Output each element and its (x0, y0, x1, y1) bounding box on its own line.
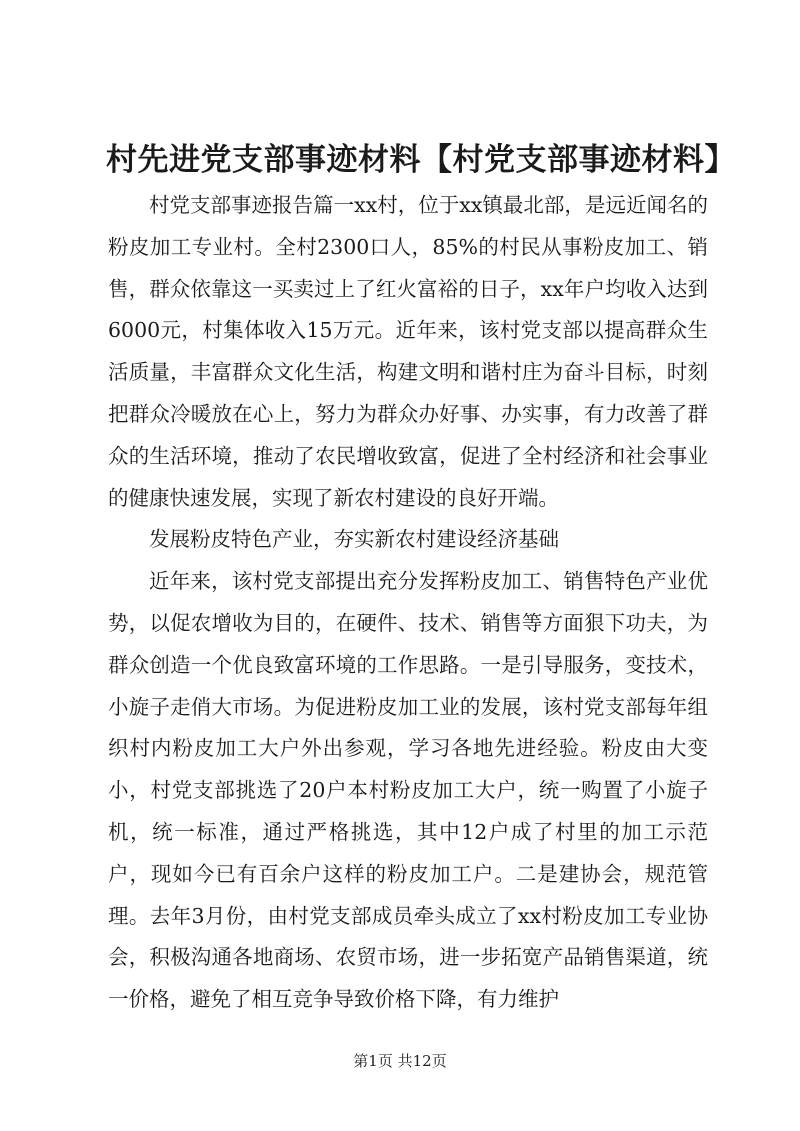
document-body (108, 185, 708, 1021)
paragraph-industry: 近年来，该村党支部提出充分发挥粉皮加工、销售特色产业优势，以促农增收为目的，在硬件、技术、销售等方面狠下功夫，为群众创造一个优良致富环境的工作思路。一是引导服务，变技术，小旋子走俏大市场。为促进粉皮加工业的发展，该村党支部每年组织村内粉皮加工大户外出参观，学习各地先进经验。粉皮由大变小，村党支部挑选了20户本村粉皮加工大户，统一购置了小旋子机，统一标准，通过严格挑选，其中12户成了村里的加工示范户，现如今已有百余户这样的粉皮加工户。二是建协会，规范管理。去年3月份，由村党支部成员牵头成立了xx村粉皮加工专业协会，积极沟通各地商场、农贸市场，进一步拓宽产品销售渠道，统一价格，避免了相互竞争导致价格下降，有力维护 (108, 569, 708, 1012)
page-footer: 第1页 共12页 (353, 1052, 447, 1070)
paragraph-intro: 村党支部事迹报告篇一xx村，位于xx镇最北部，是远近闻名的粉皮加工专业村。全村2300口人，85%的村民从事粉皮加工、销售，群众依靠这一买卖过上了红火富裕的日子，xx年户均收入达到6000元，村集体收入15万元。近年来，该村党支部以提高群众生活质量，丰富群众文化生活，构建文明和谐村庄为奋斗目标，时刻把群众冷暖放在心上，努力为群众办好事、办实事，有力改善了群众的生活环境，推动了农民增收致富，促进了全村经济和社会事业的健康快速发展，实现了新农村建设的良好开端。 (108, 193, 708, 510)
document-title: 村先进党支部事迹材料【村党支部事迹材料】 (106, 142, 736, 178)
section-heading: 发展粉皮特色产业，夯实新农村建设经济基础 (149, 527, 559, 552)
